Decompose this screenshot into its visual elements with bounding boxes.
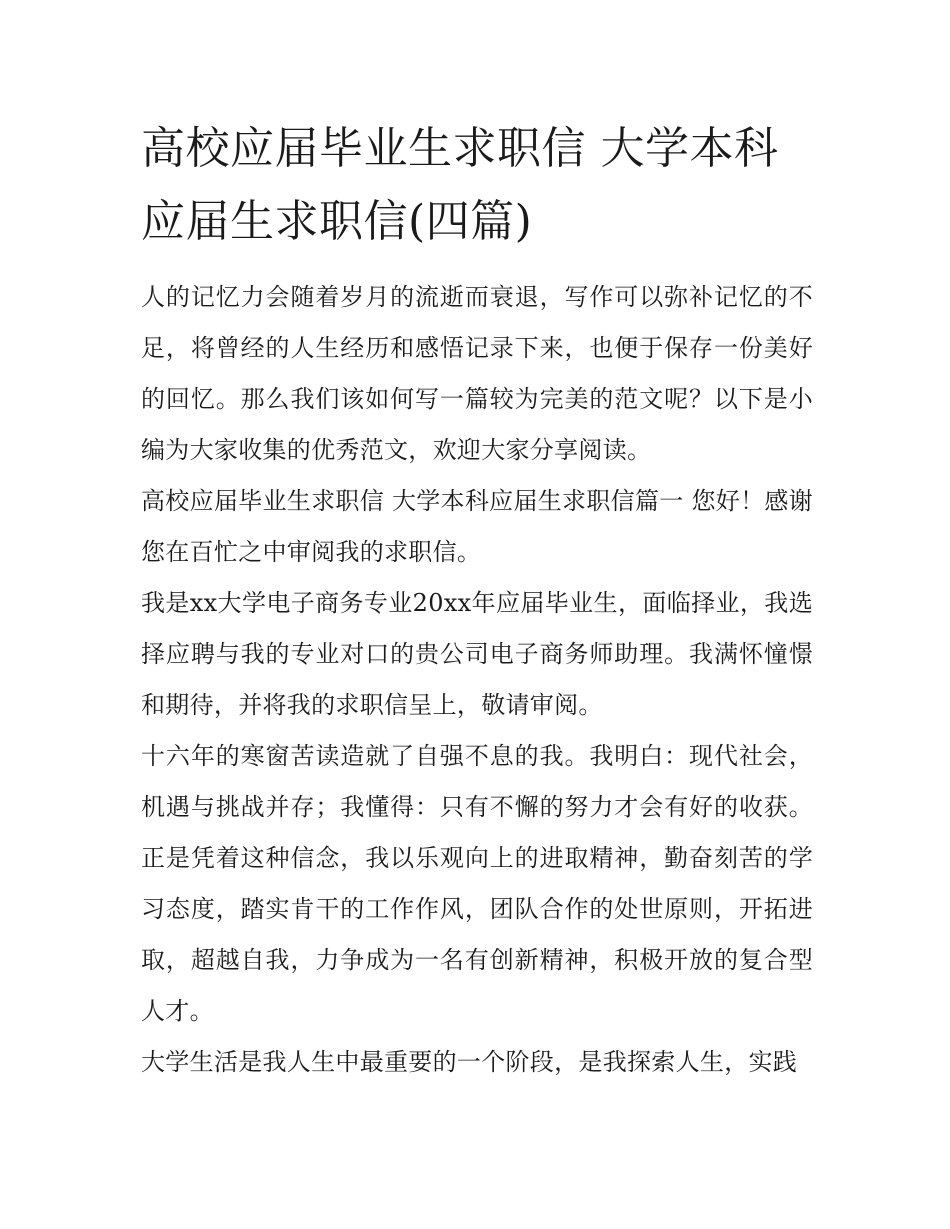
paragraph-greeting: 高校应届毕业生求职信 大学本科应届生求职信篇一 您好！感谢您在百忙之中审阅我的求职信。 — [141, 487, 813, 566]
paragraph-intro: 人的记忆力会随着岁月的流逝而衰退，写作可以弥补记忆的不足，将曾经的人生经历和感悟记录下来，也便于保存一份美好的回忆。那么我们该如何写一篇较为完美的范文呢？以下是小编为大家收集的优秀范文，欢迎大家分享阅读。 — [141, 283, 813, 464]
document-title: 高校应届毕业生求职信 大学本科应届生求职信(四篇) — [141, 123, 779, 247]
document-body — [141, 112, 813, 1088]
paragraph-character: 十六年的寒窗苦读造就了自强不息的我。我明白：现代社会，机遇与挑战并存；我懂得：只有不懈的努力才会有好的收获。正是凭着这种信念，我以乐观向上的进取精神，勤奋刻苦的学习态度，踏实肯干的工作作风，团队合作的处世原则，开拓进取，超越自我，力争成为一名有创新精神，积极开放的复合型人才。 — [141, 742, 813, 1025]
paragraph-university-life: 大学生活是我人生中最重要的一个阶段，是我探索人生，实践 — [141, 1048, 798, 1076]
paragraph-self-introduction: 我是xx大学电子商务专业20xx年应届毕业生，面临择业，我选择应聘与我的专业对口的贵公司电子商务师助理。我满怀憧憬和期待，并将我的求职信呈上，敬请审阅。 — [141, 589, 813, 719]
